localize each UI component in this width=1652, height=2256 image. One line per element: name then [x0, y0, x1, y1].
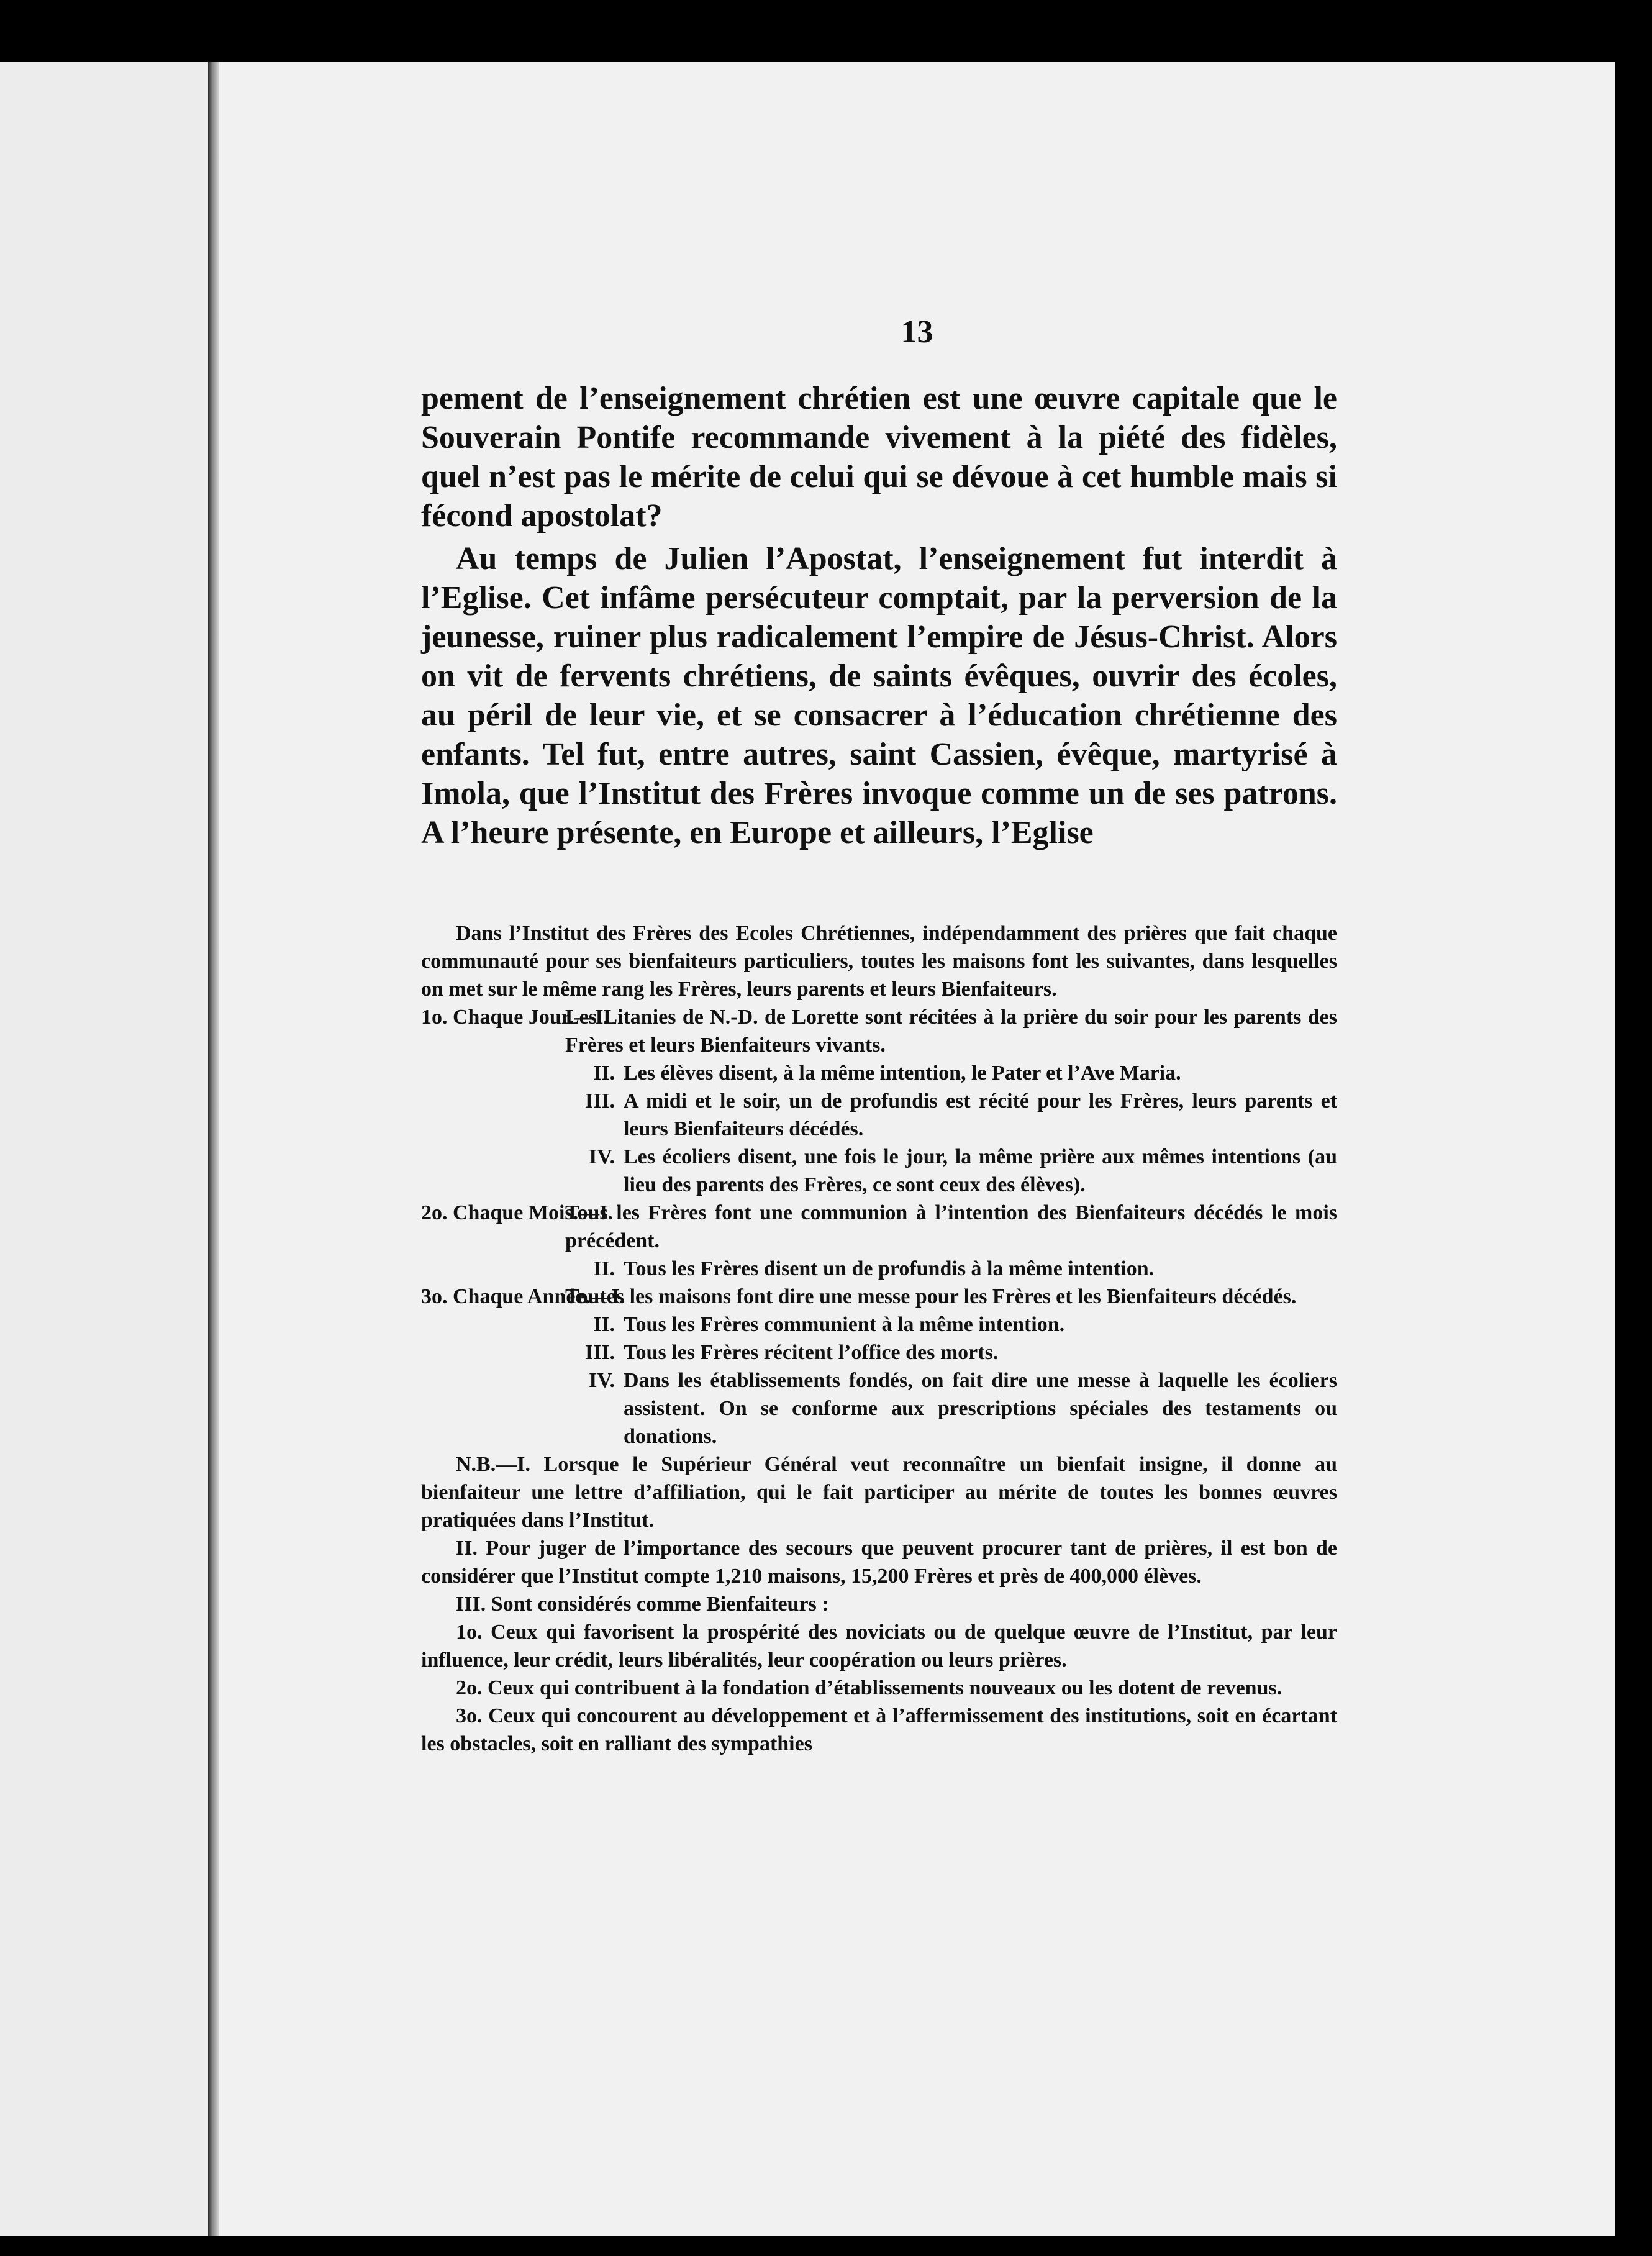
- item-number: II.: [593, 1313, 615, 1336]
- yearly-item-1: Toutes les maisons font dire une messe pour les Frères et les Bienfaiteurs décédés.: [565, 1285, 1297, 1308]
- book-gutter: [208, 62, 219, 2236]
- item-number: III.: [584, 1341, 615, 1364]
- monthly-item-2: Tous les Frères disent un de profundis à la même intention.: [624, 1257, 1155, 1280]
- yearly-item-3: Tous les Frères récitent l’office des morts.: [624, 1341, 999, 1364]
- yearly-item-4-row: [421, 1367, 1337, 1450]
- benefactor-1: 1o. Ceux qui favorisent la prospérité des noviciats ou de quelque œuvre de l’Institut, par leur influence, leur crédit, leurs libéralités, leur coopération ou leurs prières.: [421, 1621, 1337, 1672]
- paragraph-julien: Au temps de Julien l’Apostat, l’enseignement fut interdit à l’Eglise. Cet infâme persécuteur comptait, par la perversion de la jeunesse, ruiner plus radicalement l’empire de Jésus-Christ. Alors on vit de fervents chrétiens, de saints évêques, ouvrir des écoles, au péril de leur vie, et se consacrer à l’éducation chrétienne des enfants. Tel fut, entre autres, saint Cassien, évêque, martyrisé à Imola, que l’Institut des Frères invoque comme un de ses patrons. A l’heure présente, en Europe et ailleurs, l’Eglise: [421, 541, 1337, 850]
- monthly-item-1: Tous les Frères font une communion à l’intention des Bienfaiteurs décédés le mois précédent.: [565, 1201, 1337, 1252]
- monthly-item-2-row: [421, 1255, 1337, 1283]
- yearly-label: 3o. Chaque Année.—I.: [421, 1285, 625, 1308]
- item-number: III.: [584, 1089, 615, 1112]
- yearly-item-2-row: [421, 1311, 1337, 1339]
- item-number: II.: [593, 1257, 615, 1280]
- daily-item-2: Les élèves disent, à la même intention, le Pater et l’Ave Maria.: [624, 1062, 1181, 1085]
- yearly-item-4: Dans les établissements fondés, on fait dire une messe à laquelle les écoliers assistent. On se conforme aux prescriptions spéciales des testaments ou donations.: [624, 1369, 1337, 1448]
- paragraph-continuation: pement de l’enseignement chrétien est une œuvre capitale que le Souverain Pontife recommande vivement à la piété des fidèles, quel n’est pas le mérite de celui qui se dévoue à cet humble mais si fécond apostolat?: [421, 381, 1337, 534]
- yearly-prayers: [421, 1283, 1337, 1311]
- item-number: II.: [593, 1062, 615, 1085]
- daily-item-3: A midi et le soir, un de profundis est récité pour les Frères, leurs parents et leurs Bienfaiteurs décédés.: [624, 1089, 1337, 1140]
- benefactor-3: 3o. Ceux qui concourent au développement et à l’affermissement des institutions, soit en écartant les obstacles, soit en ralliant des sympathies: [421, 1704, 1337, 1755]
- nota-bene-1: N.B.—I. Lorsque le Supérieur Général veut reconnaître un bienfait insigne, il donne au bienfaiteur une lettre d’affiliation, qui le fait participer au mérite de toutes les bonnes œuvres pratiquées dans l’Institut.: [421, 1453, 1337, 1532]
- yearly-item-3-row: [421, 1339, 1337, 1367]
- footnote-intro: Dans l’Institut des Frères des Ecoles Chrétiennes, indépendamment des prières que fait chaque communauté pour ses bienfaiteurs particuliers, toutes les maisons font les suivantes, dans lesquelles on met sur le même rang les Frères, leurs parents et leurs Bienfaiteurs.: [421, 922, 1337, 1001]
- benefactor-2: 2o. Ceux qui contribuent à la fondation d’établissements nouveaux ou les dotent de revenus.: [456, 1676, 1282, 1699]
- footnote: [421, 919, 1337, 1758]
- item-number: IV.: [589, 1145, 615, 1168]
- daily-item-2-row: [421, 1059, 1337, 1087]
- nota-bene-3: III. Sont considérés comme Bienfaiteurs :: [456, 1593, 829, 1616]
- page: [219, 62, 1615, 2236]
- daily-item-1: Les Litanies de N.-D. de Lorette sont récitées à la prière du soir pour les parents des Frères et leurs Bienfaiteurs vivants.: [565, 1006, 1337, 1057]
- nota-bene-2: II. Pour juger de l’importance des secours que peuvent procurer tant de prières, il est bon de considérer que l’Institut compte 1,210 maisons, 15,200 Frères et près de 400,000 élèves.: [421, 1537, 1337, 1588]
- monthly-label: 2o. Chaque Mois.—I.: [421, 1201, 613, 1224]
- daily-item-4: Les écoliers disent, une fois le jour, la même prière aux mêmes intentions (au lieu des parents des Frères, ce sont ceux des élèves).: [624, 1145, 1337, 1196]
- page-number: 13: [901, 314, 933, 350]
- previous-page-edge: [0, 62, 208, 2236]
- daily-item-3-row: [421, 1087, 1337, 1143]
- daily-prayers: [421, 1003, 1337, 1059]
- daily-label: 1o. Chaque Jour.—I.: [421, 1006, 609, 1029]
- monthly-prayers: [421, 1199, 1337, 1255]
- daily-item-4-row: [421, 1143, 1337, 1199]
- yearly-item-2: Tous les Frères communient à la même intention.: [624, 1313, 1065, 1336]
- main-text: [421, 379, 1337, 852]
- item-number: IV.: [589, 1369, 615, 1392]
